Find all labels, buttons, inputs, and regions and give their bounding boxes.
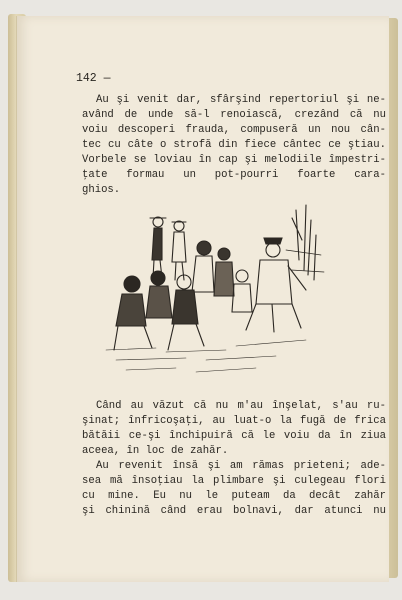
page-number: 142 — xyxy=(76,72,111,85)
text-line: sea mă însoţiau la plimbare şi culegeau flori xyxy=(82,475,386,487)
text-line: Când au văzut că nu m'au înşelat, s'au ru- xyxy=(96,400,386,412)
text-line: Au revenit însă şi am rămas prieteni; ade- xyxy=(96,460,386,472)
text-line: având de unde să-l renoiască, crezând că nu xyxy=(82,109,386,121)
text-line: cu mine. Eu nu le puteam da decât zahăr xyxy=(82,490,386,502)
text-line: ghios. xyxy=(82,184,121,196)
text-line: voiu descoperi frauda, compuseră un nou cân- xyxy=(82,124,386,136)
illustration-children-sketch xyxy=(96,200,328,390)
text-line: şinat; înfricoşaţi, au luat-o la fugă de frica xyxy=(82,415,386,427)
text-line: şi chinină când erau bolnavi, dar atunci nu xyxy=(82,505,386,517)
text-line: ţate formau un pot-pourri foarte cara- xyxy=(82,169,386,181)
text-line: bătăii ce-şi închipuiră că le voiu da în ziua xyxy=(82,430,386,442)
text-line: tec cu câte o strofă din fiece cântec ce ştiau. xyxy=(82,139,386,151)
text-line: Au şi venit dar, sfârşind repertoriul şi ne- xyxy=(96,94,386,106)
text-line: Vorbele se loviau în cap şi melodiile împestri- xyxy=(82,154,386,166)
text-line: aceea, în loc de zahăr. xyxy=(82,445,229,457)
